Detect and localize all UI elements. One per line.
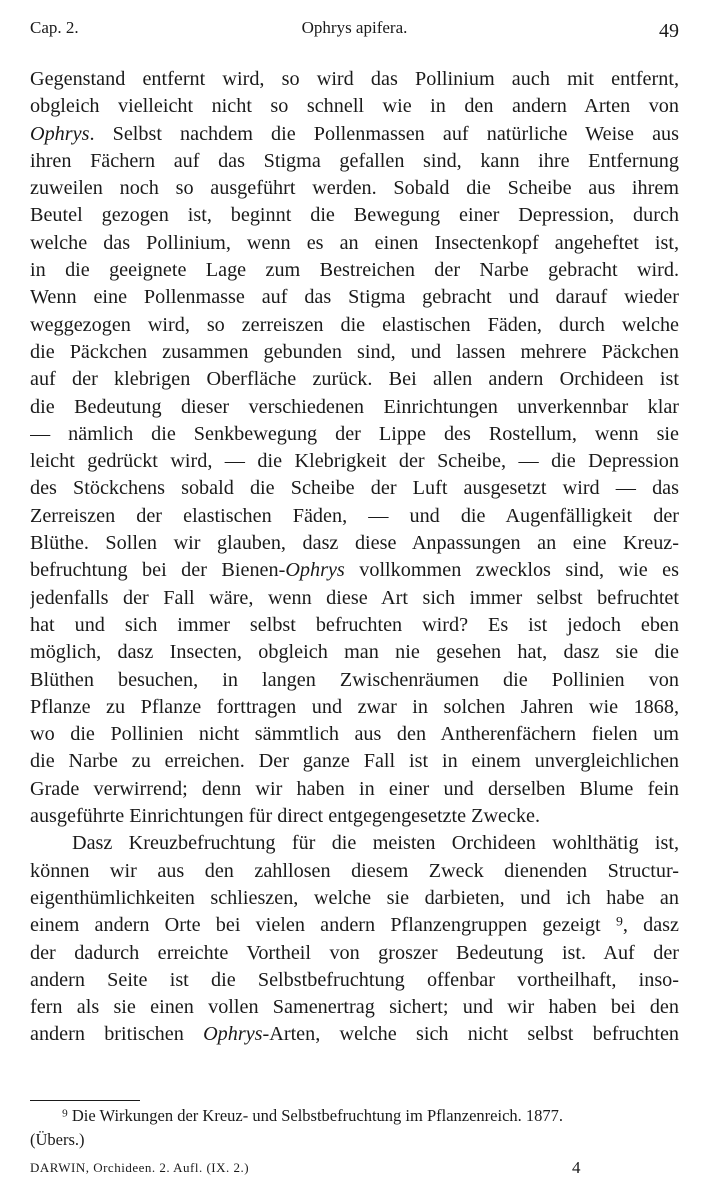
text-line: die Päckchen zusammen gebunden sind, und lassen mehrere Päckchen	[30, 340, 679, 363]
text-line: die Bedeutung dieser verschiedenen Einrichtungen unverkennbar klar	[30, 395, 679, 418]
footnote	[30, 1104, 679, 1152]
text-line: der dadurch erreichte Vortheil von groszer Bedeutung ist. Auf der	[30, 941, 679, 964]
text-line: in die geeignete Lage zum Bestreichen der Narbe gebracht wird.	[30, 259, 679, 282]
text-line: andern britischen Ophrys-Arten, welche sich nicht selbst befruchten	[30, 1023, 679, 1046]
text-line: Grade verwirrend; denn wir haben in einer und derselben Blume fein	[30, 777, 679, 800]
text-line: leicht gedrückt wird, — die Klebrigkeit der Scheibe, — die Depression	[30, 450, 679, 473]
text-line: jedenfalls der Fall wäre, wenn diese Art sich immer selbst befruchtet	[30, 586, 679, 609]
text-line: die Narbe zu erreichen. Der ganze Fall ist in einem unvergleichlichen	[30, 750, 679, 773]
text-line: Dasz Kreuzbefruchtung für die meisten Orchideen wohlthätig ist,	[72, 832, 679, 855]
text-line: ausgeführte Einrichtungen für direct entgegengesetzte Zwecke.	[30, 805, 541, 828]
footnote-line: ⁹ Die Wirkungen der Kreuz- und Selbstbefruchtung im Pflanzenreich. 1877.	[62, 1106, 564, 1125]
page-body	[30, 66, 679, 1049]
text-line: fern als sie einen vollen Samenertrag sichert; und wir haben bei den	[30, 996, 679, 1019]
text-line: Gegenstand entfernt wird, so wird das Pollinium auch mit entfernt,	[30, 68, 679, 90]
printer-signature	[30, 1158, 679, 1182]
text-line: können wir aus den zahllosen diesem Zweck dienenden Structur-	[30, 859, 679, 882]
sheet-number: 4	[572, 1158, 581, 1177]
paragraph	[30, 66, 679, 830]
text-line: wo die Pollinien nicht sämmtlich aus den Antherenfächern fielen um	[30, 723, 679, 746]
text-line: weggezogen wird, so zerreiszen die elastischen Fäden, durch welche	[30, 313, 679, 336]
text-line: Wenn eine Pollenmasse auf das Stigma gebracht und darauf wieder	[30, 286, 679, 309]
text-line: zuweilen noch so ausgeführt werden. Sobald die Scheibe aus ihrem	[30, 177, 679, 200]
text-line: des Stöckchens sobald die Scheibe der Luft ausgesetzt wird — das	[30, 477, 679, 500]
text-line: Beutel gezogen ist, beginnt die Bewegung einer Depression, durch	[30, 204, 679, 227]
text-line: — nämlich die Senkbewegung der Lippe des Rostellum, wenn sie	[30, 422, 679, 445]
text-line: auf der klebrigen Oberfläche zurück. Bei allen andern Orchideen ist	[30, 368, 679, 391]
signature-text: DARWIN, Orchideen. 2. Aufl. (IX. 2.)	[30, 1160, 250, 1175]
text-line: einem andern Orte bei vielen andern Pflanzengruppen gezeigt ⁹, dasz	[30, 914, 679, 937]
text-line: Pflanze zu Pflanze forttragen und zwar in solchen Jahren wie 1868,	[30, 695, 679, 718]
text-line: obgleich vielleicht nicht so schnell wie in den andern Arten von	[30, 95, 679, 118]
text-line: Blüthen besuchen, in langen Zwischenräumen die Pollinien von	[30, 668, 679, 691]
text-line: Zerreiszen der elastischen Fäden, — und die Augenfälligkeit der	[30, 504, 679, 527]
chapter-label: Cap. 2.	[30, 18, 79, 37]
text-line: ihren Fächern auf das Stigma gefallen sind, kann ihre Entfernung	[30, 149, 679, 172]
footnote-divider	[30, 1100, 140, 1101]
text-line: möglich, dasz Insecten, obgleich man nie gesehen hat, dasz sie die	[30, 641, 679, 664]
text-line: andern Seite ist die Selbstbefruchtung offenbar vortheilhaft, inso-	[30, 968, 679, 991]
text-line: Blüthe. Sollen wir glauben, dasz diese Anpassungen an eine Kreuz-	[30, 532, 679, 555]
text-line: Ophrys. Selbst nachdem die Pollenmassen auf natürliche Weise aus	[30, 122, 679, 145]
footnote-line: (Übers.)	[30, 1130, 85, 1149]
page-number: 49	[659, 20, 679, 42]
paragraph	[30, 830, 679, 1048]
text-line: welche das Pollinium, wenn es an einen Insectenkopf angeheftet ist,	[30, 231, 679, 254]
running-header	[30, 18, 679, 48]
running-title: Ophrys apifera.	[301, 18, 408, 37]
text-line: befruchtung bei der Bienen-Ophrys vollkommen zwecklos sind, wie es	[30, 559, 679, 582]
text-line: eigenthümlichkeiten schlieszen, welche sie darbieten, und ich habe an	[30, 886, 679, 909]
text-line: hat und sich immer selbst befruchten wird? Es ist jedoch eben	[30, 613, 679, 636]
